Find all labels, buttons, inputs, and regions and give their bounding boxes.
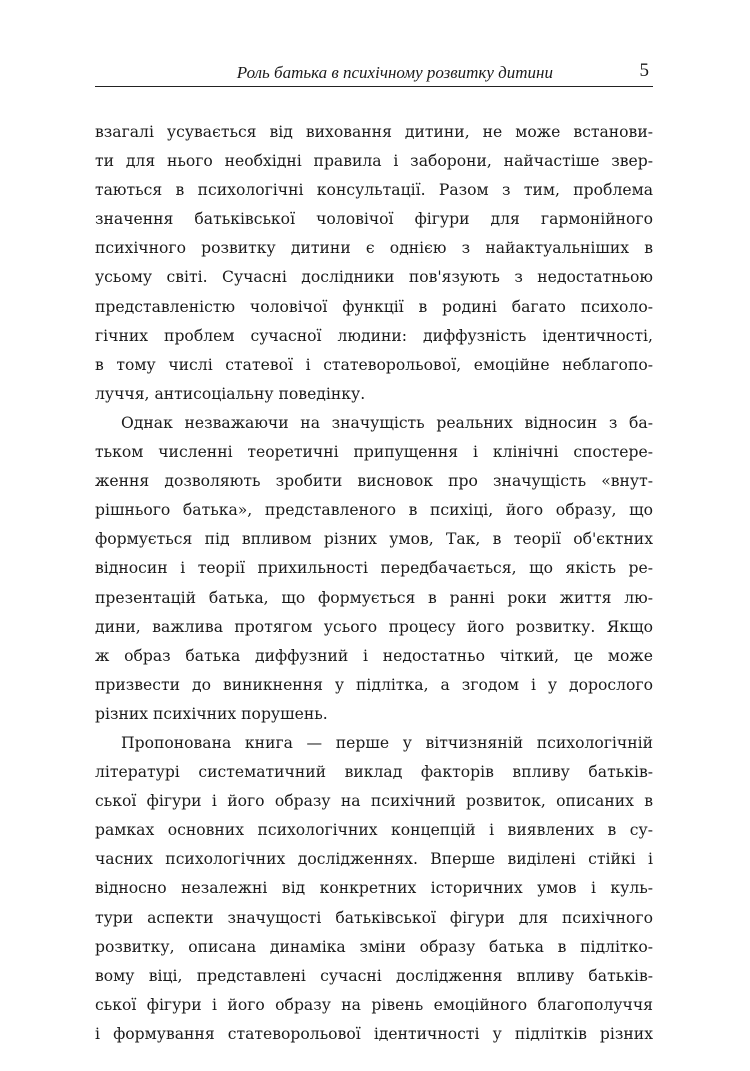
text-line: тури аспекти значущості батьківської фігури для психічного [95,908,653,927]
text-line: луччя, антисоціальну поведінку. [95,384,366,403]
text-line: ської фігури і його образу на рівень емоційного благополуччя [95,995,653,1014]
text-line: рамках основних психологічних концепцій і виявлених в су- [95,821,653,840]
text-line: вому віці, представлені сучасні дослідження впливу батьків- [95,966,653,985]
text-line: відносно незалежні від конкретних історичних умов і куль- [95,879,653,898]
text-line: взагалі усувається від виховання дитини, не може встанови- [95,123,653,141]
running-title: Роль батька в психічному розвитку дитини [236,63,553,82]
text-line: різних психічних порушень. [95,704,328,723]
text-line: призвести до виникнення у підлітка, а згодом і у дорослого [95,675,653,694]
body-text [95,118,653,1049]
text-line: ської фігури і його образу на психічний розвиток, описаних в [95,792,653,811]
text-line: презентацій батька, що формується в ранні роки життя лю- [95,588,653,607]
text-line: ти для нього необхідні правила і заборони, найчастіше звер- [95,152,653,171]
text-line: усьому світі. Сучасні дослідники пов'язують з недостатньою [95,268,653,287]
running-header [95,58,653,87]
text-line: психічного розвитку дитини є однією з найактуальніших в [95,239,653,258]
text-line: Пропонована книга — перше у вітчизняній психологічній [121,733,653,752]
text-line: літературі систематичний виклад факторів впливу батьків- [95,763,653,782]
text-line: в тому числі статевої і статеворольової, емоційне неблагопо- [95,355,653,374]
page-number: 5 [639,60,649,81]
text-line: представленістю чоловічої функції в родині багато психоло- [95,297,653,316]
paragraph-2 [95,409,653,729]
text-line: ж образ батька диффузний і недостатньо чіткий, це може [95,646,653,665]
text-line: значення батьківської чоловічої фігури для гармонійного [95,210,653,229]
text-line: ження дозволяють зробити висновок про значущість «внут- [95,472,653,491]
paragraph-3 [95,729,653,1049]
text-line: Однак незважаючи на значущість реальних відносин з ба- [121,413,653,432]
text-line: розвитку, описана динаміка зміни образу батька в підлітко- [95,937,653,956]
text-line: таються в психологічні консультації. Разом з тим, проблема [95,181,653,200]
text-line: тьком численні теоретичні припущення і клінічні спостере- [95,443,653,462]
text-line: і формування статеворольової ідентичності у підлітків різних [95,1024,653,1043]
text-line: формується під впливом різних умов, Так, в теорії об'єктних [95,530,653,549]
text-line: дини, важлива протягом усього процесу його розвитку. Якщо [95,617,653,636]
text-line: часних психологічних дослідженнях. Вперше виділені стійкі і [95,850,653,869]
text-line: гічних проблем сучасної людини: диффузність ідентичності, [95,326,653,345]
text-line: рішнього батька», представленого в психіці, його образу, що [95,501,653,520]
paragraph-1 [95,118,653,409]
text-line: відносин і теорії прихильності передбачається, що якість ре- [95,559,653,578]
